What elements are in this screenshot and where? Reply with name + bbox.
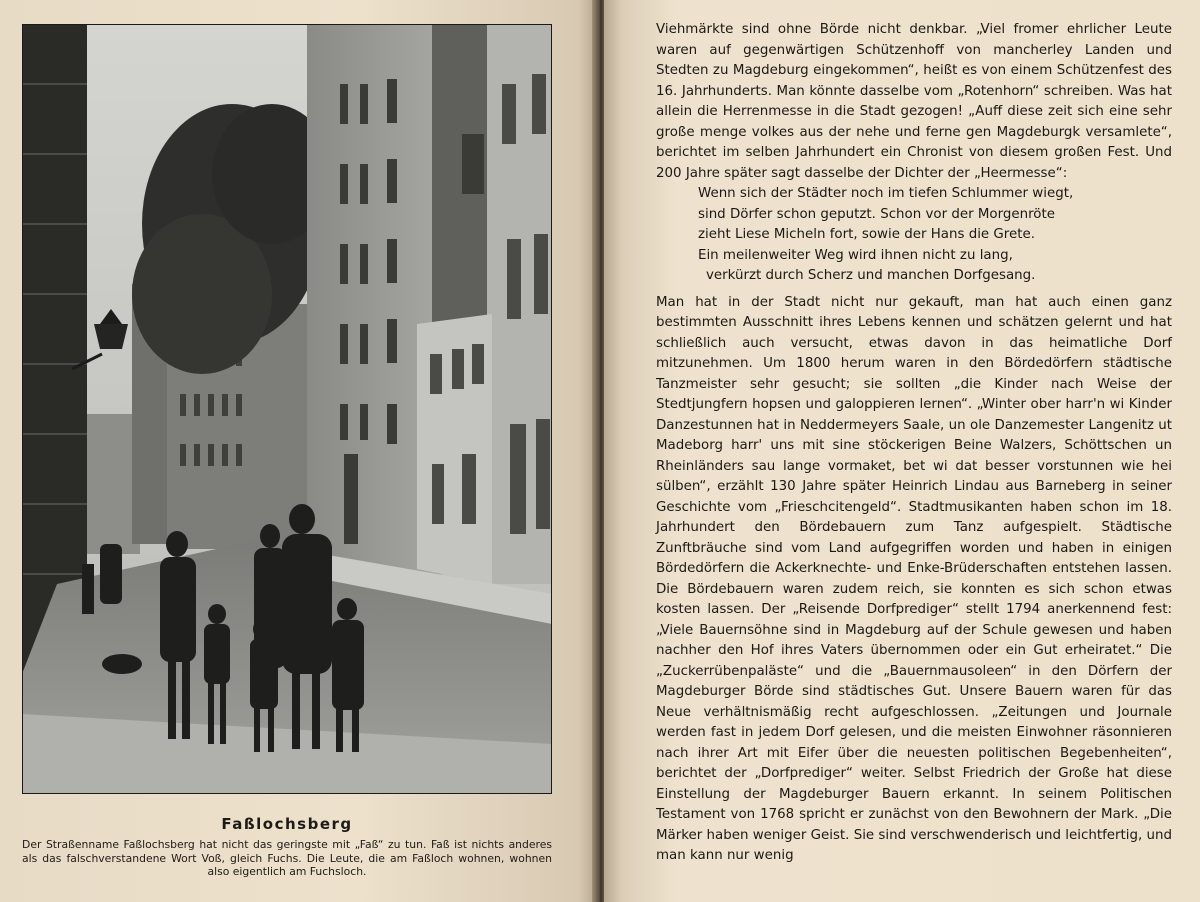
street-photo bbox=[22, 24, 552, 794]
verse-line: Ein meilenweiter Weg wird ihnen nicht zu lang, bbox=[698, 247, 1013, 263]
verse-block bbox=[656, 184, 1172, 287]
body-paragraph: Viehmärkte sind ohne Börde nicht denkbar. „Viel fromer ehrlicher Leute waren auf gegenwärtigen Schützenhoff von mancherley Landen und Stedten zu Magdeburg eingekommen“, heißt es von einem Schützenfest des 16. Jahrhunderts. Man könnte dasselbe vom „Rotenhorn“ schreiben. Was hat allein die Herrenmesse in die Stadt gezogen! „Auff diese zeit sich eine sehr große menge volkes aus der nehe und ferne gen Magdeburgk versamlete“, berichtet im selben Jahrhundert ein Chronist von diesem großen Fest. Und 200 Jahre später sagt dasselbe der Dichter der „Heermesse“: bbox=[656, 22, 1172, 181]
body-paragraph: Man hat in der Stadt nicht nur gekauft, man hat auch einen ganz bestimmten Ausschnitt ihres Lebens kennen und schätzen gelernt und hat schließlich auch versucht, etwas davon in das heimatliche Dorf mitzunehmen. Um 1800 herum waren in den Bördedörfern städtische Tanzmeister sehr gesucht; sie sollten „die Kinder nach Weise der Stedtjungfern hopsen und galoppieren lernen“. „Winter ober harr'n wi Kinder Danzestunnen hat in Neddermeyers Saale, un ole Danzemester Langenitz ut Madeborg harr' uns mit sine stöckerigen Beine Walzers, Schöttschen un Rheinländers sau lange vormaket, bet wi dat besser vorstunnen wie hei sülben“, erzählt 130 Jahre später Heinrich Lindau aus Barneberg in seiner Geschichte vom „Frieschcitengeld“. Stadtmusikanten haben schon im 18. Jahrhundert den Bördebauern zum Tanz aufgespielt. Städtische Zunftbräuche sind vom Land aufgegriffen worden und haben in einigen Bördedörfern die Ackerknechte- und Enke-Brüderschaften entstehen lassen. Die Bördebauern waren zudem reich, sie konnten es sich schon etwas kosten lassen. Der „Reisende Dorfprediger“ stellt 1794 anerkennend fest: „Viele Bauernsöhne sind in Magdeburg auf der Schule gewesen und haben nachher den Hof ihres Vaters übernommen oder ein Gut erheiratet.“ Die „Zuckerrübenpaläste“ und die „Bauernmausoleen“ in den Dörfern der Magdeburger Börde sind städtisches Gut. Unsere Bauern waren für das Neue verhältnismäßig recht aufgeschlossen. „Zeitungen und Journale werden fast in jedem Dorf gelesen, und die meisten Einwohner räsonnieren nach ihrer Art mit Eifer über die neuesten politischen Begebenheiten“, berichtet der „Dorfprediger“ weiter. Selbst Friedrich der Große hat diese Einstellung der Magdeburger Bauern erkannt. In seinem Politischen Testament von 1768 spricht er zunächst von den Bewohnern der Mark. „Die Märker haben weniger Geist. Sie sind verschwenderisch und leichtfertig, und man kann nur wenig bbox=[656, 294, 1172, 863]
verse-line: sind Dörfer schon geputzt. Schon vor der Morgenröte bbox=[698, 206, 1055, 222]
body-text-column bbox=[656, 20, 1172, 867]
verse-line: verkürzt durch Scherz und manchen Dorfgesang. bbox=[706, 268, 1036, 283]
left-page bbox=[0, 0, 596, 902]
verse-line: zieht Liese Micheln fort, sowie der Hans die Grete. bbox=[698, 227, 1035, 242]
caption-title: Faßlochsberg bbox=[221, 815, 353, 833]
caption-text: Der Straßenname Faßlochsberg hat nicht das geringste mit „Faß“ zu tun. Faß ist nichts anderes als das falschverstandene Wort Voß, gleich Fuchs. Die Leute, die am Faßloch wohnen, wohnen also eigentlich am Fuchsloch. bbox=[22, 838, 552, 879]
verse-line: Wenn sich der Städter noch im tiefen Schlummer wiegt, bbox=[698, 186, 1074, 201]
right-page bbox=[604, 0, 1200, 902]
